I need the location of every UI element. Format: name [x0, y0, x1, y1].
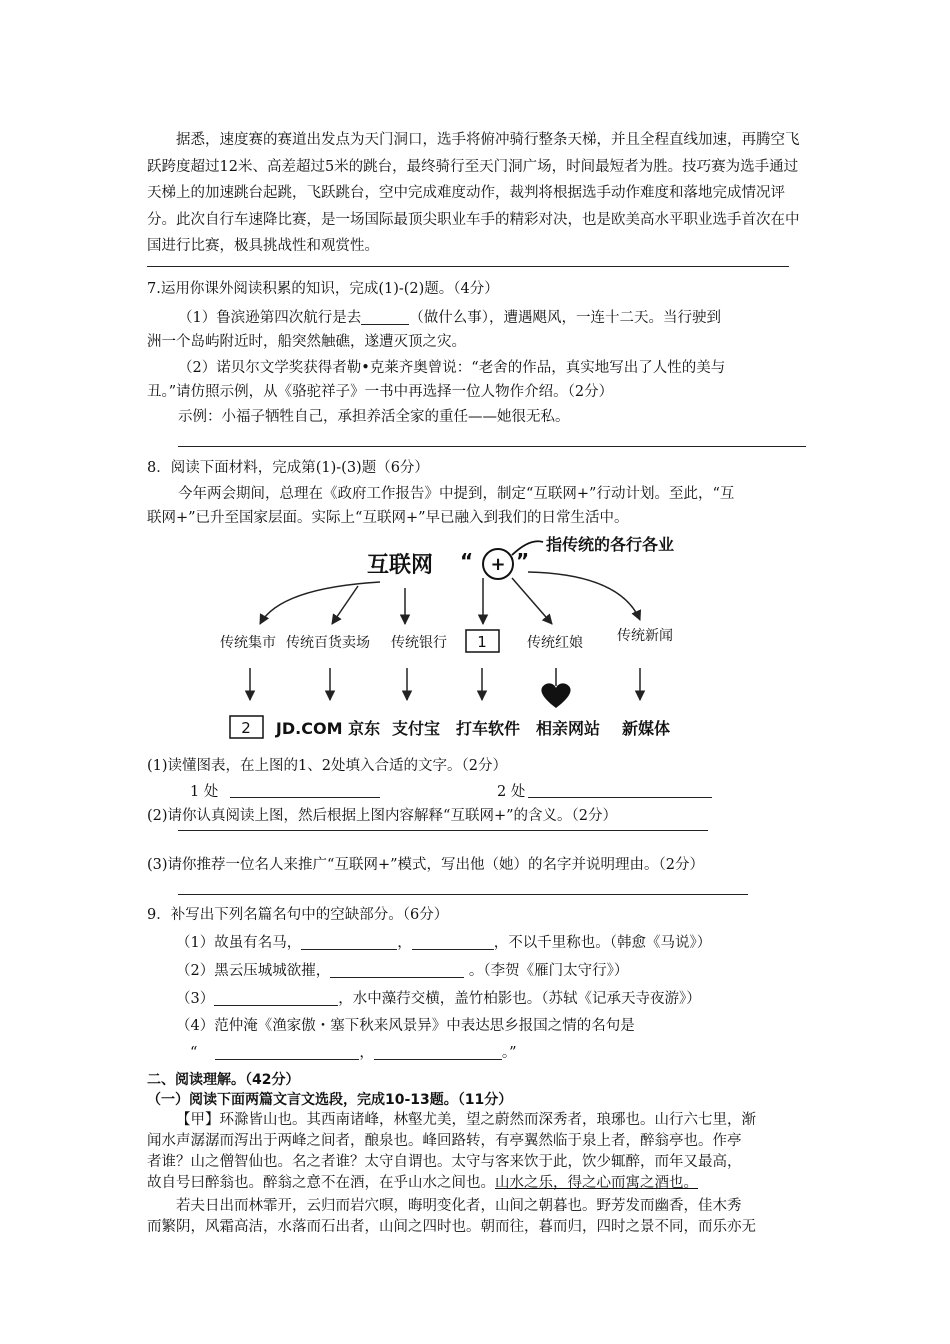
q8-sub1-b-label: 2 处 [497, 784, 526, 800]
q8-para-line2: 联网+”已升至国家层面。实际上“互联网+”早已融入到我们的日常生活中。 [147, 510, 629, 526]
jia-line-1: 【甲】环滁皆山也。其西南诸峰，林壑尤美，望之蔚然而深秀者，琅琊也。山行六七里，渐 [176, 1112, 756, 1128]
q9-l1-text-a: （1）故虽有名马， [176, 935, 302, 951]
q8-para-line1: 今年两会期间，总理在《政府工作报告》中提到，制定“互联网+”行动计划。至此，“互 [178, 486, 735, 502]
q8-sub1: (1)读懂图表，在上图的1、2处填入合适的文字。（2分） [147, 758, 507, 774]
q9-l1-text-b: ， [397, 935, 412, 951]
arrow-to-department-store [332, 586, 358, 624]
trad-department-store: 传统百货卖场 [286, 635, 370, 651]
section2-title: 二、阅读理解。（42分） [147, 1072, 300, 1088]
box1-label: 1 [477, 633, 487, 651]
q7-part2-line1: （2）诺贝尔文学奖获得者勒•克莱齐奥曾说：“老舍的作品，真实地写出了人性的美与 [178, 360, 726, 376]
q9-l1-text-c: ，不以千里称也。（韩愈《马说》） [493, 935, 712, 951]
internet-plus-diagram [200, 528, 720, 748]
q7-part1-prefix: （1）鲁滨逊第四次航行是去 [178, 310, 362, 326]
trad-bank: 传统银行 [391, 635, 447, 651]
q9-line2 [176, 958, 628, 984]
q8-sub3: (3)请你推荐一位名人来推广“互联网+”模式，写出他（她）的名字并说明理由。（2分） [147, 857, 704, 873]
jia-line-2: 闻水声潺潺而泻出于两峰之间者，酿泉也。峰回路转，有亭翼然临于泉上者，醉翁亭也。作亭 [147, 1133, 742, 1149]
diagram-plus-note: 指传统的各行各业 [546, 535, 675, 554]
trad-market: 传统集市 [220, 635, 276, 651]
q9-title: 9．补写出下列名篇名句中的空缺部分。（6分） [147, 907, 449, 923]
q8-sub1-a-label: 1 处 [190, 784, 219, 800]
q7-title: 7.运用你课外阅读积累的知识，完成(1)-(2)题。（4分） [147, 281, 499, 297]
net-jd: JD.COM 京东 [275, 719, 381, 738]
q9-l5-blank-2[interactable] [374, 1043, 502, 1060]
q8-sub1-b-blank[interactable] [528, 797, 712, 798]
jia-line-3: 者谁？山之僧智仙也。名之者谁？太守自谓也。太守与客来饮于此，饮少辄醉，而年又最高， [147, 1154, 742, 1170]
diagram-quote-open: “ [460, 549, 474, 573]
arrow-to-matchmaker [512, 578, 552, 624]
jia2-line-2: 而繁阴，风霜高洁，水落而石出者，山间之四时也。朝而往，暮而归，四时之景不同，而乐亦无 [147, 1219, 756, 1235]
q9-l2-blank[interactable] [330, 961, 464, 978]
q9-l3-blank[interactable] [214, 989, 338, 1006]
net-taxi-app: 打车软件 [455, 719, 521, 738]
q9-l5-comma: ， [359, 1045, 374, 1061]
q9-line1 [176, 930, 711, 956]
q8-sub2-answer-line[interactable] [178, 830, 708, 831]
trad-matchmaker: 传统红娘 [527, 635, 583, 651]
q9-l3-text-b: ，水中藻荇交横，盖竹柏影也。（苏轼《记承天寺夜游》） [338, 991, 701, 1007]
q9-l1-blank-2[interactable] [412, 933, 494, 950]
q9-l3-text-a: （3） [176, 991, 215, 1007]
diagram-title: 互联网 [367, 553, 434, 578]
jia-underlined-sentence: 山水之乐，得之心而寓之酒也。 [495, 1175, 698, 1191]
trad-news: 传统新闻 [617, 628, 673, 644]
q8-title: 8．阅读下面材料，完成第(1)-(3)题（6分） [147, 460, 429, 476]
q7-part2-line2: 丑。”请仿照示例，从《骆驼祥子》一书中再选择一位人物作介绍。（2分） [147, 384, 614, 400]
q9-l5-open-quote: “ [190, 1045, 198, 1061]
jia2-line-1: 若夫日出而林霏开，云归而岩穴暝，晦明变化者，山间之朝暮也。野芳发而幽香，佳木秀 [176, 1198, 742, 1214]
section2-subtitle: （一）阅读下面两篇文言文选段，完成10-13题。（11分） [147, 1092, 513, 1108]
q8-sub2: (2)请你认真阅读上图，然后根据上图内容解释“互联网+”的含义。（2分） [147, 808, 617, 824]
q7-part1-line2: 洲一个岛屿附近时，船突然触礁，遂遭灭顶之灾。 [147, 334, 466, 350]
q7-part1-suffix: （做什么事），遭遇飓风，一连十二天。当行驶到 [409, 310, 721, 326]
net-new-media: 新媒体 [621, 719, 671, 738]
divider-line [147, 266, 789, 267]
q7-part1-line1 [178, 305, 721, 331]
q7-example: 示例：小福子牺牲自己，承担养活全家的重任——她很无私。 [178, 409, 570, 425]
q9-line3 [176, 986, 701, 1012]
q7-part1-blank[interactable] [361, 308, 409, 325]
net-dating-site: 相亲网站 [535, 719, 601, 738]
arrow-to-news [528, 572, 640, 620]
q9-l5-close-quote: 。” [501, 1045, 517, 1061]
q7-answer-line[interactable] [178, 446, 806, 447]
jia-line-4-text: 故自号曰醉翁也。醉翁之意不在酒，在乎山水之间也。 [147, 1175, 495, 1191]
diagram-plus: + [490, 554, 506, 575]
box2-label: 2 [241, 719, 251, 737]
q9-l2-text-b: 。（李贺《雁门太守行》） [464, 963, 629, 979]
q9-l5-blank-1[interactable] [215, 1043, 359, 1060]
q8-sub3-answer-line[interactable] [178, 894, 748, 895]
intro-paragraph: 据悉，速度赛的赛道出发点为天门洞口，选手将俯冲骑行整条天梯，并且全程直线加速，再腾空飞跃跨度超过12米、高差超过5米的跳台，最终骑行至天门洞广场，时间最短者为胜。技巧赛为选手通过天梯上的加速跳台起跳，飞跃跳台，空中完成难度动作，裁判将根据选手动作难度和落地完成情况评分。此次自行车速降比赛，是一场国际最顶尖职业车手的精彩对决，也是欧美高水平职业选手首次在中国进行比赛，极具挑战性和观赏性。 [147, 132, 800, 254]
arrow-to-market [260, 582, 380, 624]
q9-l2-text-a: （2）黑云压城城欲摧， [176, 963, 331, 979]
net-alipay: 支付宝 [391, 719, 441, 738]
jia-line-4 [147, 1173, 698, 1194]
q9-l1-blank-1[interactable] [301, 933, 397, 950]
q9-line5 [190, 1040, 517, 1066]
q8-sub1-a-blank[interactable] [230, 797, 380, 798]
heart-icon [541, 683, 570, 708]
q9-line4: （4）范仲淹《渔家傲・塞下秋来风景异》中表达思乡报国之情的名句是 [176, 1018, 635, 1034]
diagram-quote-close: ” [516, 549, 530, 573]
